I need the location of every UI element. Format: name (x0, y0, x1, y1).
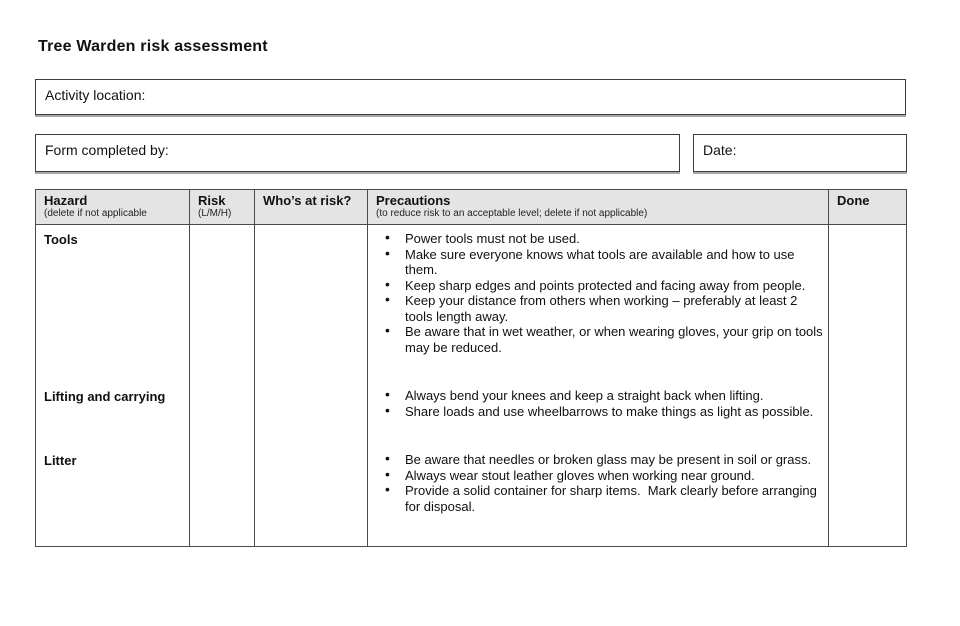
header-whos-at-risk (255, 190, 368, 225)
precaution-item: • Be aware that in wet weather, or when wearing gloves, your grip on tools may be reduced. (376, 324, 824, 355)
precaution-item: • Share loads and use wheelbarrows to make things as light as possible. (376, 404, 824, 420)
activity-location-field[interactable] (35, 79, 906, 115)
precaution-item: • Keep your distance from others when working – preferably at least 2 tools length away. (376, 293, 824, 324)
precautions-list (376, 388, 824, 419)
hazard-label: Lifting and carrying (44, 389, 166, 404)
whos-at-risk-cell-tools (255, 225, 368, 381)
precaution-item: • Keep sharp edges and points protected and facing away from people. (376, 278, 824, 294)
whos-at-risk-cell-litter (255, 446, 368, 546)
header-risk (190, 190, 255, 225)
form-completed-by-label: Form completed by: (45, 142, 169, 158)
precaution-item: • Make sure everyone knows what tools are available and how to use them. (376, 247, 824, 278)
precautions-list (376, 231, 827, 355)
header-risk-subtitle: (L/M/H) (198, 208, 232, 219)
header-precautions-subtitle: (to reduce risk to an acceptable level; delete if not applicable) (376, 208, 648, 219)
header-done-title: Done (837, 193, 870, 208)
activity-location-label: Activity location: (45, 87, 146, 103)
hazard-cell-tools (36, 225, 190, 381)
precautions-cell-lifting (368, 381, 829, 446)
precaution-item: • Always wear stout leather gloves when working near ground. (376, 468, 824, 484)
hazard-label: Litter (44, 453, 77, 468)
risk-cell-lifting (190, 381, 255, 446)
header-done (829, 190, 906, 225)
precaution-item: • Be aware that needles or broken glass may be present in soil or grass. (376, 452, 824, 468)
precaution-item: • Provide a solid container for sharp items. Mark clearly before arranging for disposal. (376, 483, 824, 514)
precautions-list (376, 452, 824, 514)
done-cell-tools (829, 225, 906, 381)
whos-at-risk-cell-lifting (255, 381, 368, 446)
risk-cell-tools (190, 225, 255, 381)
precautions-cell-tools (368, 225, 829, 381)
risk-cell-litter (190, 446, 255, 546)
done-cell-lifting (829, 381, 906, 446)
date-field[interactable] (693, 134, 907, 172)
form-completed-by-field[interactable] (35, 134, 680, 172)
page-title: Tree Warden risk assessment (38, 38, 268, 55)
header-hazard-title: Hazard (44, 193, 88, 208)
hazard-label: Tools (44, 232, 78, 247)
hazard-cell-lifting (36, 381, 190, 446)
header-whos-at-risk-title: Who’s at risk? (263, 193, 352, 208)
header-precautions-title: Precautions (376, 193, 451, 208)
date-label: Date: (703, 142, 737, 158)
header-hazard-subtitle: (delete if not applicable (44, 208, 147, 219)
header-risk-title: Risk (198, 193, 226, 208)
header-hazard (36, 190, 190, 225)
hazard-cell-litter (36, 446, 190, 546)
done-cell-litter (829, 446, 906, 546)
header-precautions (368, 190, 829, 225)
precautions-cell-litter (368, 446, 829, 546)
risk-assessment-table (35, 189, 907, 547)
precaution-item: • Always bend your knees and keep a straight back when lifting. (376, 388, 824, 404)
precaution-item: • Power tools must not be used. (376, 231, 824, 247)
